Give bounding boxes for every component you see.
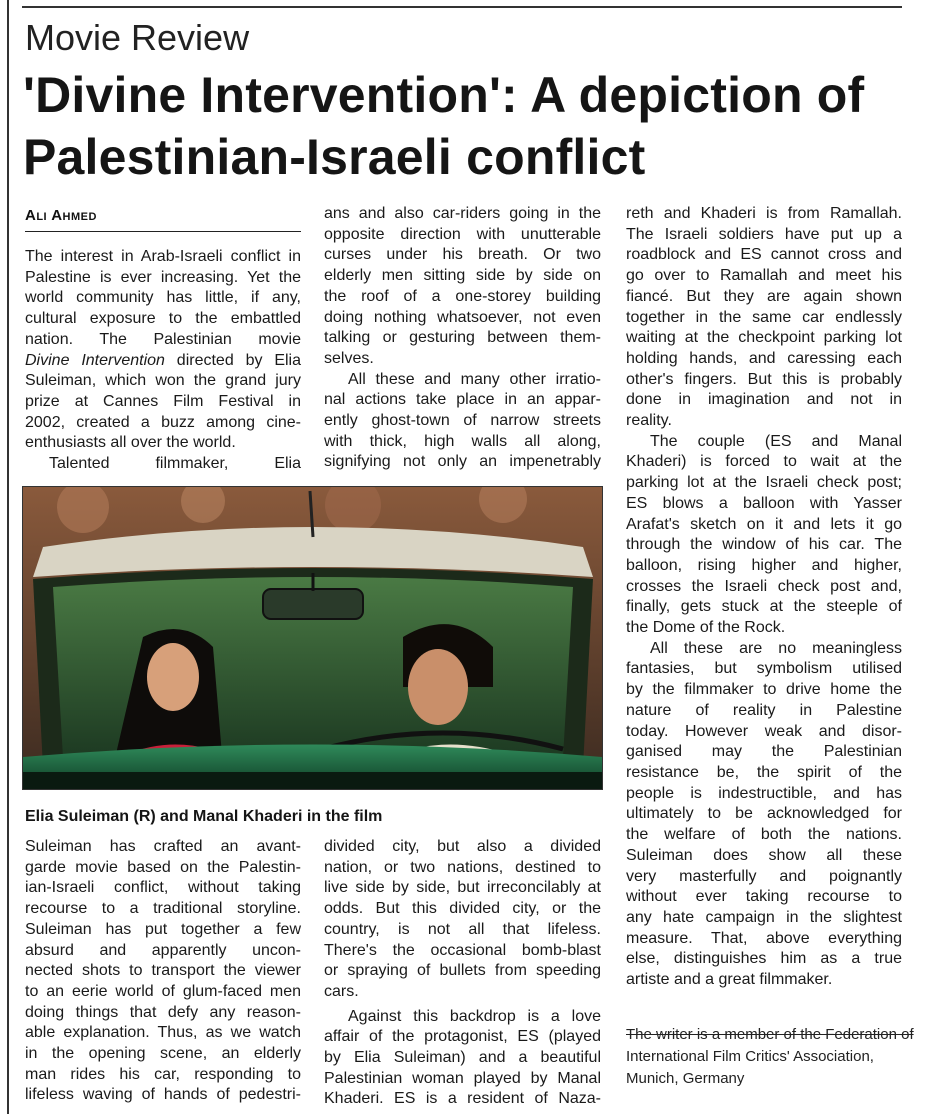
article-column-2 [324, 204, 601, 473]
text-line: nal actions take place in an appar- [324, 391, 601, 409]
text-line: go over to Ramallah and meet his [626, 267, 902, 285]
text-line: in the opening scene, an elderly [25, 1045, 301, 1063]
text-line: odds. But this divided city, or the [324, 900, 601, 918]
text-line: ultimately to be acknowledged for [626, 805, 902, 823]
text-line: ganised may the Palestinian [626, 743, 902, 761]
text-line: curses under his breath. Or two [324, 246, 601, 264]
text-line: Suleiman, which won the grand jury [25, 372, 301, 390]
text-line: fantasies, but symbolism utilised [626, 660, 902, 678]
text-line: All these and many other irratio- [348, 370, 601, 388]
text-line: people is indestructible, and has [626, 784, 902, 802]
text-line: resistance be, the spirit of the [626, 763, 902, 781]
text-line: selves. [324, 349, 374, 367]
text-line: crosses the Israeli check post and, [626, 577, 902, 595]
text-line: lifeless waving of hands of pedestri- [25, 1086, 301, 1104]
text-line: the roof of a one-storey building [324, 287, 601, 305]
writer-note-line: International Film Critics' Association, [626, 1048, 874, 1065]
text-line: signifying not only an impenetrably [324, 453, 601, 471]
headline-line: 'Divine Intervention': A depiction of [23, 67, 865, 123]
text-line: prize at Cannes Film Festival in [25, 392, 301, 410]
text-line: Khaderi. ES is a resident of Naza- [324, 1090, 601, 1108]
writer-note-line: Munich, Germany [626, 1070, 745, 1087]
text-line: The interest in Arab-Israeli conflict in [25, 248, 301, 265]
text-line: parking lot at the Israeli check post; [626, 474, 902, 492]
text-line: affair of the protagonist, ES (played [324, 1028, 601, 1046]
text-line: nation, or two nations, destined to [324, 858, 601, 876]
text-line: Suleiman has crafted an avant- [25, 838, 301, 855]
text-line: elderly men sitting side by side on [324, 267, 601, 285]
text-line: through the window of his car. The [626, 536, 902, 554]
text-line: The couple (ES and Manal [650, 432, 902, 450]
text-line: else, distinguishes him as a true [626, 950, 902, 968]
photo-caption: Elia Suleiman (R) and Manal Khaderi in the film [25, 808, 383, 825]
article-column-3 [626, 204, 902, 991]
film-title: Divine Intervention [25, 351, 165, 369]
byline [25, 206, 97, 226]
top-rule [22, 6, 902, 8]
byline-name: Ali Ahmed [25, 207, 97, 224]
text-line: nation. The Palestinian movie [25, 330, 301, 348]
text-line: Khaderi) is forced to wait at the [626, 453, 902, 471]
article-column-5 [324, 837, 601, 1110]
text-line: waiting at the checkpoint parking lot [626, 329, 902, 347]
text-line: garde movie based on the Palestin- [25, 858, 301, 876]
text-line: absurd and apparently uncon- [25, 941, 301, 959]
text-line: holding hands, and caressing each [626, 349, 902, 367]
text-line: the Dome of the Rock. [626, 619, 786, 637]
text-line: without ever taking recourse to [626, 888, 902, 906]
text-line: by Elia Suleiman) and a beautiful [324, 1049, 601, 1067]
text-line: balloon, rising higher and higher, [626, 556, 902, 574]
article-column-4 [25, 837, 301, 1106]
text-line: any hate campaign in the slightest [626, 908, 902, 926]
text-line: together in the same car endlessly [626, 308, 902, 326]
text-line: 2002, created a buzz among cine- [25, 413, 301, 431]
text-line: divided city, but also a divided [324, 838, 601, 855]
text-line: with thick, high walls all along, [324, 432, 601, 450]
text-line: cultural exposure to the embattled [25, 310, 301, 328]
byline-rule [25, 231, 301, 232]
text-line: to an eerie world of glum-faced men [25, 982, 301, 1000]
film-still-illustration [23, 487, 602, 789]
text-line: The Israeli soldiers have put up a [626, 225, 902, 243]
text-line: Suleiman has put together a few [25, 920, 301, 938]
writer-note [626, 1024, 914, 1090]
text-line: There's the occasional bomb-blast [324, 941, 601, 959]
text-line: Arafat's sketch on it and lets it go [626, 515, 902, 533]
text-line: Palestinian woman played by Manal [324, 1069, 601, 1087]
left-column-rule [7, 0, 9, 1114]
text-line: done in imagination and not in [626, 391, 902, 409]
text-line: measure. That, above everything [626, 929, 902, 947]
film-still-photo [22, 486, 603, 790]
text-line: fiancé. But they are again shown [626, 287, 902, 305]
text-line: recourse to a traditional storyline. [25, 900, 301, 918]
text-line: today. However weak and disor- [626, 722, 902, 740]
text-line: opposite direction with unutterable [324, 225, 601, 243]
text-line: roadblock and ES cannot cross and [626, 246, 902, 264]
text-line: talking or gesturing between them- [324, 329, 601, 347]
text-line: cars. [324, 982, 359, 1000]
text-line: ently ghost-town of narrow streets [324, 412, 601, 430]
text-line: nature of reality in Palestine [626, 701, 902, 719]
text-line: nected shots to transport the viewer [25, 962, 301, 980]
text-line: reth and Khaderi is from Ramallah. [626, 205, 902, 222]
text-line: doing nothing whatsoever, not even [324, 308, 601, 326]
text-line: world community has little, if any, [25, 289, 301, 307]
text-line: All these are no meaningless [650, 639, 902, 657]
writer-note-line: The writer is a member of the Federation of [626, 1026, 914, 1043]
text-line: able explanation. Thus, as we watch [25, 1024, 301, 1042]
text-line: Against this backdrop is a love [348, 1007, 601, 1025]
text-line: doing things that defy any reason- [25, 1003, 301, 1021]
text-line: artiste and a great filmmaker. [626, 971, 833, 989]
article-column-1 [25, 247, 301, 475]
text-line: ian-Israeli conflict, without taking [25, 879, 301, 897]
text-line: Palestine is ever increasing. Yet the [25, 268, 301, 286]
text-line: by the filmmaker to drive home the [626, 681, 902, 699]
text-line: man rides his car, responding to [25, 1065, 301, 1083]
text-line: ans and also car-riders going in the [324, 205, 601, 222]
text-line: Talented filmmaker, Elia [49, 455, 301, 473]
text-line [25, 351, 301, 372]
text-line: country, is not all that lifeless. [324, 920, 601, 938]
text-line: ES blows a balloon with Yasser [626, 494, 902, 512]
text-line: Suleiman does show all these [626, 846, 902, 864]
text-fragment: directed by Elia [176, 351, 302, 369]
text-line: very masterfully and poignantly [626, 867, 902, 885]
text-line: enthusiasts all over the world. [25, 434, 236, 452]
text-line: reality. [626, 412, 672, 430]
text-line: the welfare of both the nations. [626, 826, 902, 844]
text-line: or spraying of bullets from speeding [324, 962, 601, 980]
text-line: other's fingers. But this is probably [626, 370, 902, 388]
section-label: Movie Review [25, 17, 250, 58]
text-line: live side by side, but irreconcilably at [324, 879, 601, 897]
headline [23, 64, 913, 188]
text-line: finally, gets stuck at the steeple of [626, 598, 902, 616]
headline-line: Palestinian-Israeli conflict [23, 129, 646, 185]
